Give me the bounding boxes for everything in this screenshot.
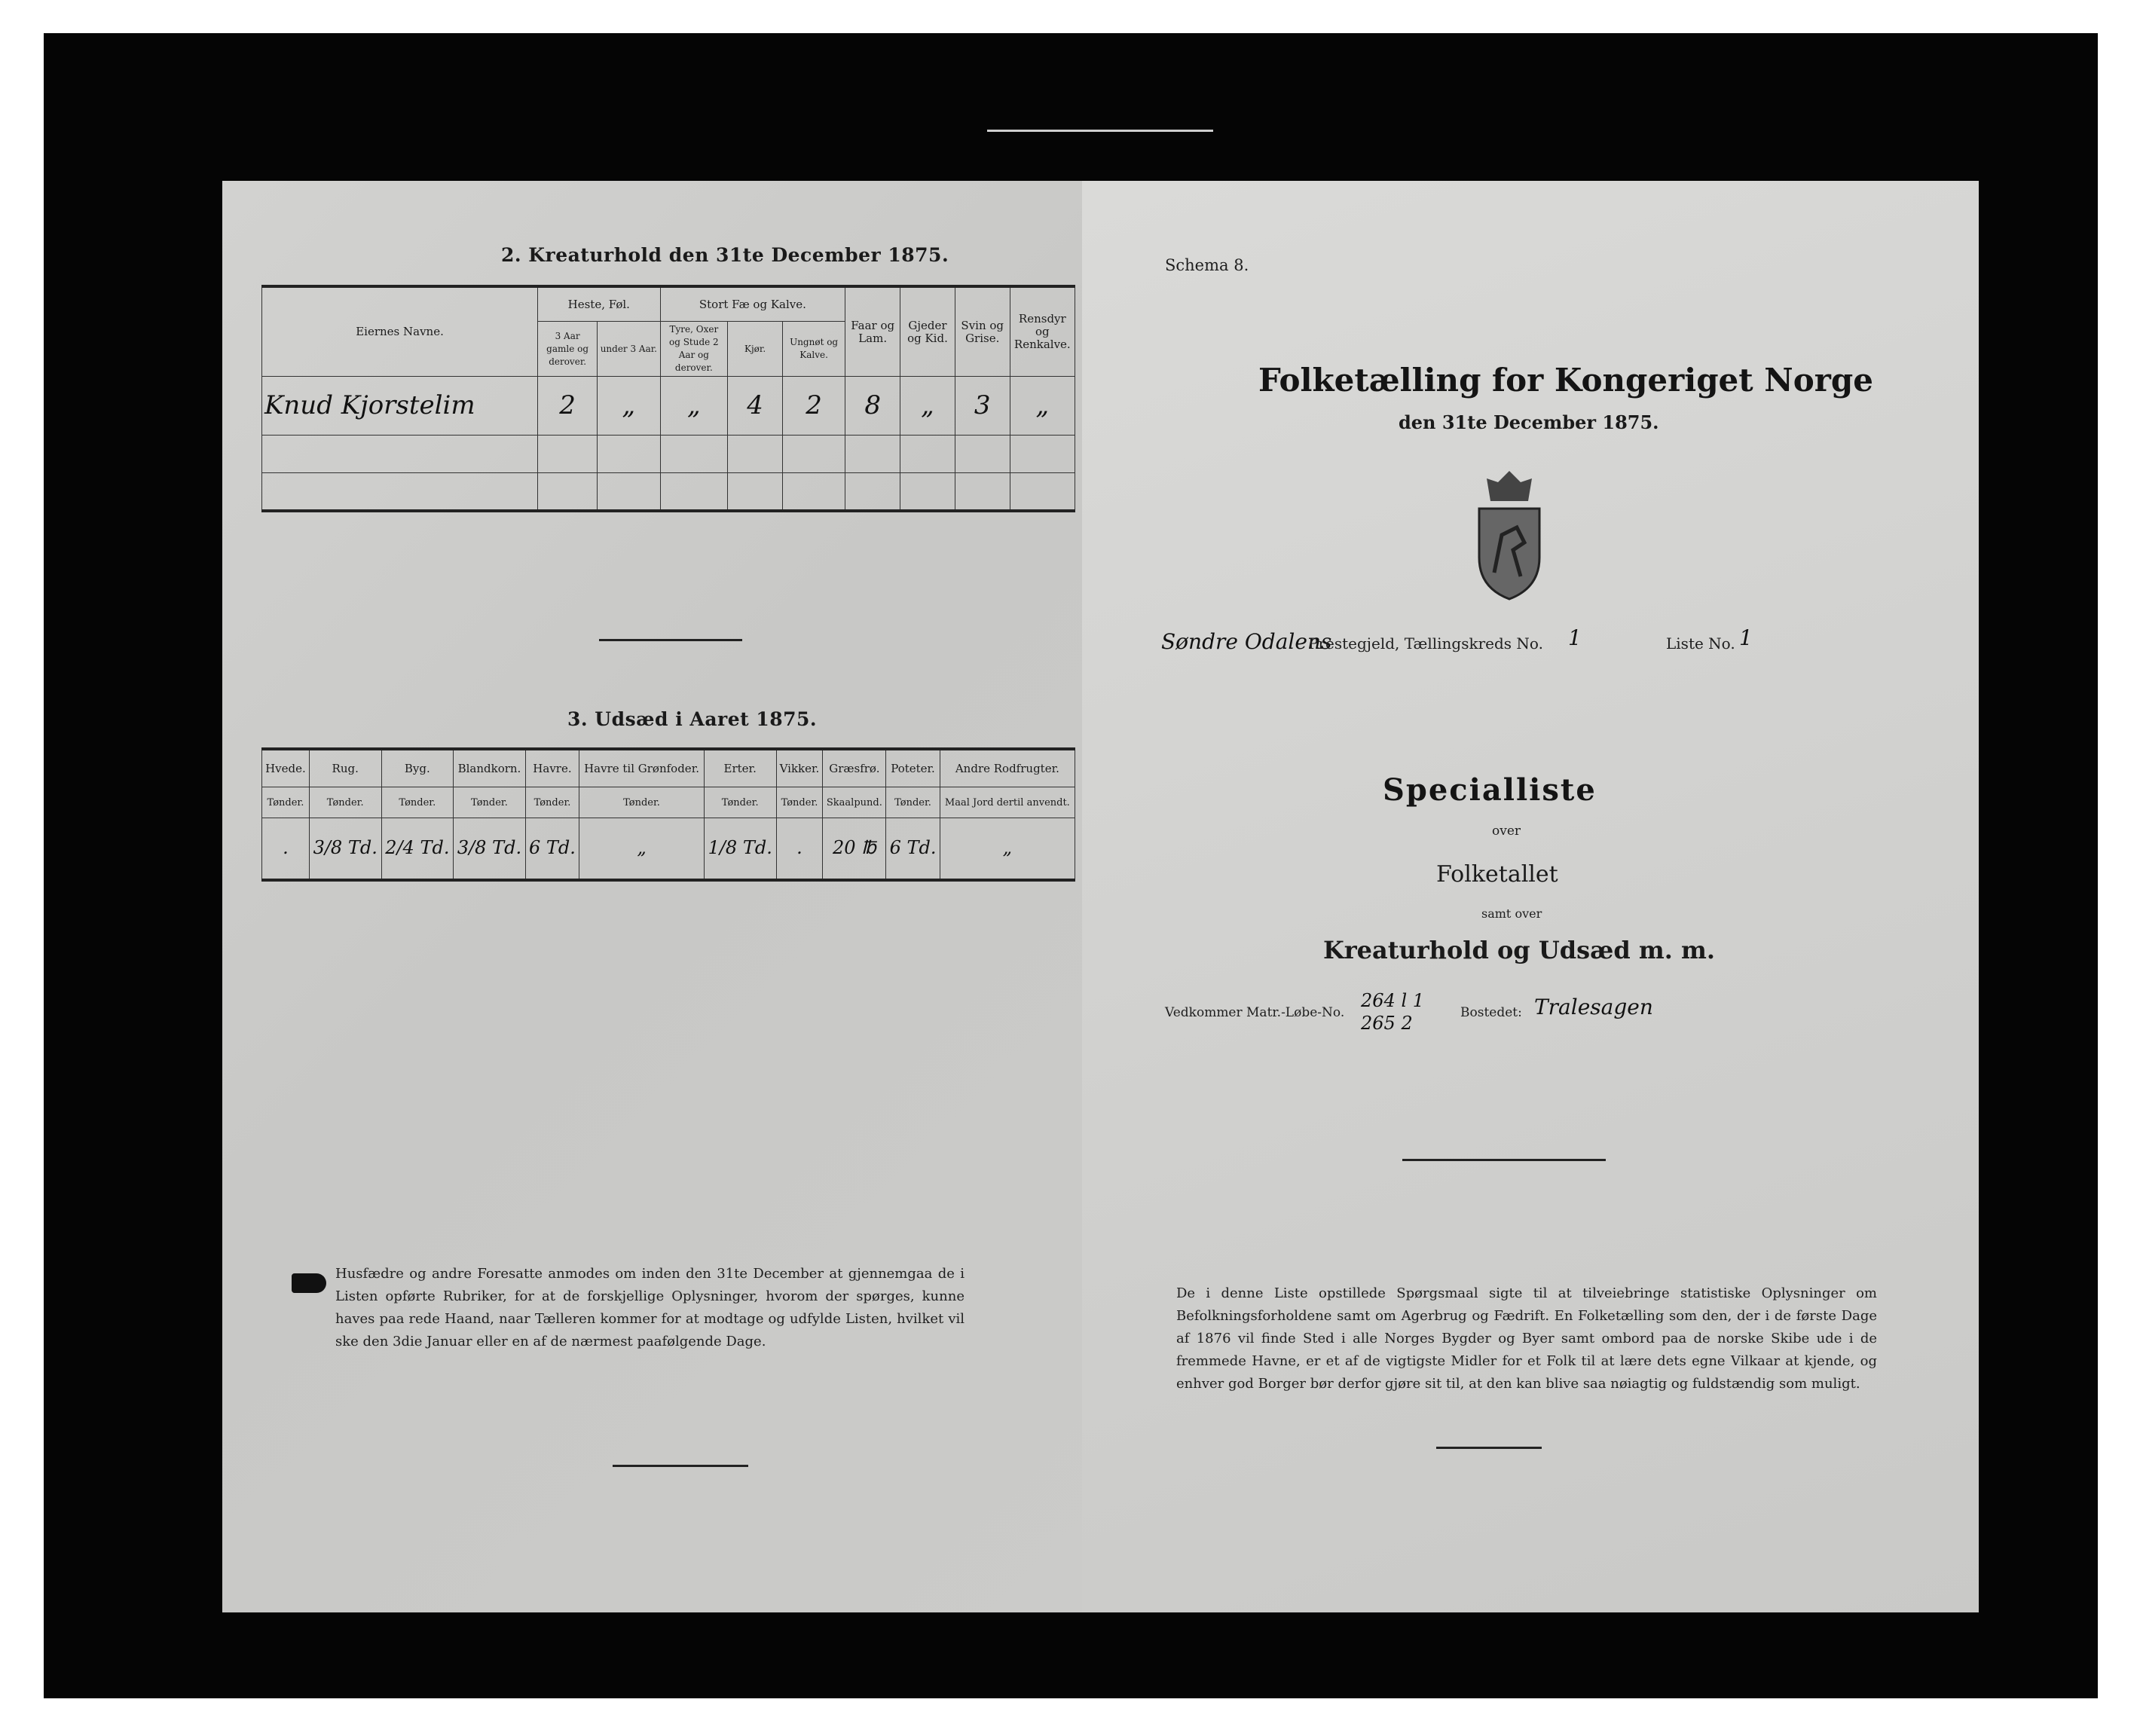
header-heste-b: under 3 Aar. bbox=[598, 322, 660, 377]
schema-label: Schema 8. bbox=[1165, 256, 1249, 274]
seed-header: Poteter. bbox=[886, 749, 940, 787]
header-heste-a: 3 Aar gamle og derover. bbox=[538, 322, 598, 377]
bostedet-label: Bostedet: bbox=[1460, 1005, 1522, 1020]
kreaturhold-title: Kreaturhold og Udsæd m. m. bbox=[1323, 936, 1715, 964]
seed-unit: Tønder. bbox=[886, 787, 940, 818]
owner-name: Knud Kjorstelim bbox=[262, 377, 538, 436]
divider bbox=[1436, 1447, 1542, 1449]
matr-value-2: 265 2 bbox=[1361, 1013, 1413, 1034]
header-heste: Heste, Føl. bbox=[538, 286, 660, 322]
table-row bbox=[262, 436, 1075, 473]
livestock-table bbox=[261, 285, 1075, 512]
liste-label: Liste No. bbox=[1666, 634, 1735, 653]
seed-unit: Tønder. bbox=[579, 787, 705, 818]
seed-value: „ bbox=[579, 818, 705, 880]
section3-title: 3. Udsæd i Aaret 1875. bbox=[567, 708, 818, 730]
seed-header: Erter. bbox=[704, 749, 776, 787]
seed-header: Andre Rodfrugter. bbox=[940, 749, 1075, 787]
seed-value: 2/4 Td. bbox=[381, 818, 454, 880]
seed-unit: Skaalpund. bbox=[823, 787, 886, 818]
header-fae-c: Ungnøt og Kalve. bbox=[782, 322, 845, 377]
seed-header: Havre. bbox=[525, 749, 579, 787]
value-rensdyr: „ bbox=[1010, 377, 1075, 436]
header-fae-a: Tyre, Oxer og Stude 2 Aar og derover. bbox=[660, 322, 728, 377]
seed-unit: Tønder. bbox=[454, 787, 526, 818]
seed-value: „ bbox=[940, 818, 1075, 880]
seed-value: 1/8 Td. bbox=[704, 818, 776, 880]
header-stort-fae: Stort Fæ og Kalve. bbox=[660, 286, 845, 322]
seed-header: Byg. bbox=[381, 749, 454, 787]
matr-label: Vedkommer Matr.-Løbe-No. bbox=[1165, 1005, 1345, 1020]
header-owner: Eiernes Navne. bbox=[262, 286, 538, 377]
seed-value: . bbox=[776, 818, 823, 880]
seed-value: 20 ℔ bbox=[823, 818, 886, 880]
prestegjeld-label: Prestegjeld, Tællingskreds No. bbox=[1308, 634, 1543, 653]
specialliste-title: Specialliste bbox=[1383, 772, 1597, 808]
kreds-number: 1 bbox=[1568, 625, 1582, 650]
seed-header: Rug. bbox=[309, 749, 381, 787]
value-fae-b: 4 bbox=[728, 377, 783, 436]
samt-over-text: samt over bbox=[1481, 906, 1542, 921]
seed-header: Havre til Grønfoder. bbox=[579, 749, 705, 787]
seed-header: Vikker. bbox=[776, 749, 823, 787]
over-text: over bbox=[1492, 824, 1521, 839]
seed-table bbox=[261, 747, 1075, 882]
seed-unit: Tønder. bbox=[381, 787, 454, 818]
seed-header: Hvede. bbox=[262, 749, 310, 787]
value-svin: 3 bbox=[955, 377, 1010, 436]
liste-number: 1 bbox=[1739, 625, 1753, 650]
seed-unit: Maal Jord dertil anvendt. bbox=[940, 787, 1075, 818]
footer-paragraph: De i denne Liste opstillede Spørgsmaal sigte til at tilveiebringe statistiske Oplysninger om Befolkningsforholdene samt om Agerbrug og Fædrift. En Folketælling som den, der i de første Dage af 1876 vil finde Sted i alle Norges Bygder og Byer samt ombord paa de norske Skibe ude i de fremmede Havne, er et af de vigtigste Midler for et Folk til at lære dets egne Vilkaar at kjende, og enhver god Borger bør derfor gjøre sit til, at den kan blive saa nøiagtig og fuldstændig som muligt. bbox=[1176, 1285, 1877, 1392]
seed-value: 6 Td. bbox=[886, 818, 940, 880]
divider bbox=[613, 1465, 748, 1467]
top-mark bbox=[987, 130, 1213, 132]
value-gjeder: „ bbox=[900, 377, 955, 436]
bostedet-value: Tralesagen bbox=[1534, 995, 1653, 1019]
header-svin: Svin og Grise. bbox=[955, 286, 1010, 377]
seed-value: 3/8 Td. bbox=[454, 818, 526, 880]
table-row bbox=[262, 473, 1075, 511]
header-faar: Faar og Lam. bbox=[845, 286, 900, 377]
pointing-hand-icon bbox=[292, 1273, 326, 1293]
section2-title: 2. Kreaturhold den 31te December 1875. bbox=[501, 244, 949, 266]
seed-unit: Tønder. bbox=[776, 787, 823, 818]
seed-value: 3/8 Td. bbox=[309, 818, 381, 880]
left-page bbox=[222, 181, 1096, 1612]
matr-value-1: 264 l 1 bbox=[1361, 990, 1425, 1011]
prestegjeld-value: Søndre Odalens bbox=[1161, 629, 1332, 654]
seed-value: 6 Td. bbox=[525, 818, 579, 880]
folketallet-title: Folketallet bbox=[1436, 861, 1558, 888]
seed-header: Græsfrø. bbox=[823, 749, 886, 787]
value-fae-a: „ bbox=[660, 377, 728, 436]
main-title: Folketælling for Kongeriget Norge bbox=[1258, 362, 1873, 399]
header-gjeder: Gjeder og Kid. bbox=[900, 286, 955, 377]
divider bbox=[599, 639, 742, 641]
table-row bbox=[262, 377, 1075, 436]
seed-unit: Tønder. bbox=[262, 787, 310, 818]
seed-unit: Tønder. bbox=[525, 787, 579, 818]
seed-value: . bbox=[262, 818, 310, 880]
header-fae-b: Kjør. bbox=[728, 322, 783, 377]
header-rensdyr: Rensdyr og Renkalve. bbox=[1010, 286, 1075, 377]
seed-unit: Tønder. bbox=[309, 787, 381, 818]
value-faar: 8 bbox=[845, 377, 900, 436]
value-heste-a: 2 bbox=[538, 377, 598, 436]
right-page bbox=[1082, 181, 1979, 1612]
census-date: den 31te December 1875. bbox=[1399, 411, 1659, 433]
value-fae-c: 2 bbox=[782, 377, 845, 436]
coat-of-arms-icon bbox=[1460, 467, 1558, 603]
seed-header: Blandkorn. bbox=[454, 749, 526, 787]
notice-text: Husfædre og andre Foresatte anmodes om inden den 31te December at gjennemgaa de i Listen opførte Rubriker, for at de forskjellige Oplysninger, hvorom der spørges, kunne haves paa rede Haand, naar Tælleren kommer for at modtage og udfylde Listen, hvilket vil ske den 3die Januar eller en af de nærmest paafølgende Dage. bbox=[335, 1266, 965, 1349]
value-heste-b: „ bbox=[598, 377, 660, 436]
seed-unit: Tønder. bbox=[704, 787, 776, 818]
divider bbox=[1402, 1159, 1606, 1161]
